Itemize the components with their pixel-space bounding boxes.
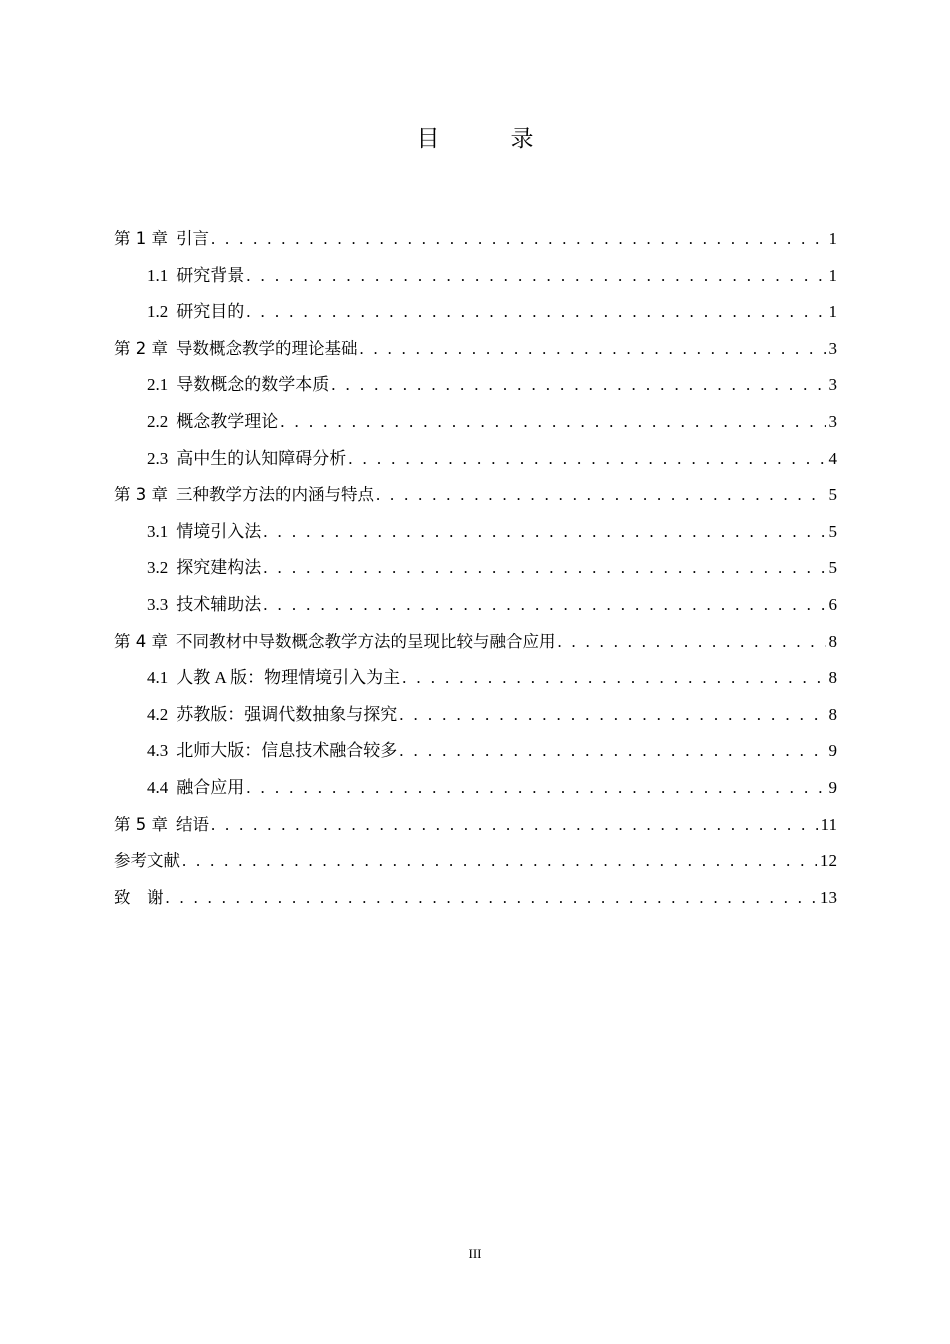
toc-entry[interactable] (114, 514, 837, 551)
toc-entry-text: 探究建构法 (176, 558, 262, 578)
toc-entry-label (147, 404, 278, 441)
toc-entry-number: 3.3 (147, 594, 169, 614)
toc-entry-text: 概念教学理论 (176, 411, 279, 431)
toc-entry-label (114, 843, 180, 880)
toc-entry-text: 北师大版：信息技术融合较多 (176, 741, 398, 761)
toc-entry-page: 8 (828, 704, 837, 724)
toc-entry[interactable] (114, 660, 837, 697)
toc-entry[interactable] (114, 550, 837, 587)
toc-dot-leader (376, 477, 826, 514)
toc-dot-leader (246, 258, 825, 295)
toc-entry-number: 1.2 (147, 302, 169, 322)
toc-dot-leader (399, 733, 825, 770)
toc-dot-leader (399, 697, 825, 734)
toc-entry-text: 研究背景 (176, 265, 245, 285)
toc-dot-leader (558, 624, 826, 661)
toc-entry-text: 研究目的 (176, 302, 245, 322)
toc-entry-number: 第 4 章 (114, 631, 168, 651)
toc-entry[interactable] (114, 258, 837, 295)
toc-entry-page: 8 (828, 668, 837, 688)
toc-entry[interactable] (114, 331, 837, 368)
toc-entry-label (114, 880, 164, 917)
toc-entry-text: 参考文献 (114, 851, 180, 871)
toc-dot-leader (211, 221, 826, 258)
toc-entry-page: 13 (820, 887, 837, 907)
toc-entry-label (114, 477, 374, 514)
toc-entry-page: 5 (828, 485, 837, 505)
toc-dot-leader (263, 550, 825, 587)
toc-entry[interactable] (114, 587, 837, 624)
toc-entry-page: 11 (820, 814, 837, 834)
toc-entry[interactable] (114, 624, 837, 661)
toc-dot-leader (402, 660, 825, 697)
toc-entry[interactable] (114, 697, 837, 734)
toc-entry-label (114, 807, 209, 844)
toc-entry-number: 2.3 (147, 448, 169, 468)
toc-entry-text: 结语 (176, 814, 209, 834)
toc-entry-number: 第 1 章 (114, 229, 168, 248)
toc-dot-leader (166, 880, 818, 917)
toc-entry-page: 1 (828, 229, 837, 248)
toc-dot-leader (246, 294, 825, 331)
toc-entry-page: 4 (828, 448, 837, 468)
toc-entry-text: 引言 (176, 229, 209, 248)
toc-entry[interactable] (114, 843, 837, 880)
toc-entry[interactable] (114, 807, 837, 844)
page-number: III (468, 1246, 482, 1261)
toc-entry-label (147, 258, 244, 295)
toc-entry[interactable] (114, 221, 837, 258)
toc-entry-number: 第 5 章 (114, 814, 168, 834)
toc-dot-leader (360, 331, 826, 368)
toc-entry-label (114, 624, 556, 661)
toc-entry-number: 4.1 (147, 668, 169, 688)
toc-entry-number: 2.1 (147, 375, 169, 395)
toc-entry-label (147, 660, 400, 697)
toc-dot-leader (246, 770, 825, 807)
toc-entry[interactable] (114, 404, 837, 441)
toc-entry-number: 3.2 (147, 558, 169, 578)
toc-entry-label (147, 733, 397, 770)
toc-entry-text: 技术辅助法 (176, 594, 262, 614)
toc-entry-number: 第 2 章 (114, 338, 168, 358)
toc-entry-page: 6 (828, 594, 837, 614)
toc-entry-page: 5 (828, 558, 837, 578)
toc-entry-page: 3 (828, 375, 837, 395)
table-of-contents (114, 221, 837, 916)
toc-entry-label (147, 697, 397, 734)
toc-entry-text: 苏教版：强调代数抽象与探究 (176, 704, 398, 724)
toc-entry-page: 1 (828, 302, 837, 322)
toc-entry-number: 3.1 (147, 521, 169, 541)
toc-entry-label (147, 514, 261, 551)
toc-entry-number: 4.3 (147, 741, 169, 761)
toc-entry-label (147, 441, 346, 478)
toc-entry-page: 5 (828, 521, 837, 541)
toc-entry-text: 导数概念的数学本质 (176, 375, 330, 395)
toc-entry-label (147, 367, 329, 404)
toc-entry-text: 致 谢 (114, 887, 164, 907)
toc-entry-label (147, 587, 261, 624)
toc-entry[interactable] (114, 770, 837, 807)
toc-dot-leader (280, 404, 825, 441)
toc-dot-leader (348, 441, 825, 478)
toc-entry-text: 导数概念教学的理论基础 (176, 338, 358, 358)
toc-dot-leader (263, 587, 825, 624)
toc-entry[interactable] (114, 880, 837, 917)
toc-entry-label (147, 770, 244, 807)
toc-entry-page: 9 (828, 777, 837, 797)
toc-entry[interactable] (114, 294, 837, 331)
toc-entry-label (147, 550, 261, 587)
toc-entry-page: 12 (820, 851, 837, 871)
toc-entry[interactable] (114, 477, 837, 514)
toc-entry-text: 高中生的认知障碍分析 (176, 448, 347, 468)
toc-entry-page: 3 (828, 338, 837, 358)
toc-dot-leader (211, 807, 818, 844)
toc-dot-leader (263, 514, 825, 551)
toc-entry-number: 1.1 (147, 265, 169, 285)
toc-entry[interactable] (114, 367, 837, 404)
toc-title: 目 录 (416, 126, 558, 152)
toc-entry-text: 三种教学方法的内涵与特点 (176, 485, 374, 505)
toc-entry-label (114, 221, 209, 258)
toc-entry-page: 9 (828, 741, 837, 761)
toc-entry-page: 3 (828, 411, 837, 431)
toc-entry-page: 8 (828, 631, 837, 651)
toc-entry-text: 融合应用 (176, 777, 245, 797)
toc-entry-text: 不同教材中导数概念教学方法的呈现比较与融合应用 (176, 631, 556, 651)
toc-entry-page: 1 (828, 265, 837, 285)
toc-entry[interactable] (114, 441, 837, 478)
toc-entry-text: 情境引入法 (176, 521, 262, 541)
toc-entry-number: 2.2 (147, 411, 169, 431)
toc-entry-number: 第 3 章 (114, 485, 168, 505)
toc-entry-number: 4.2 (147, 704, 169, 724)
toc-entry-number: 4.4 (147, 777, 169, 797)
toc-entry-text: 人教 A 版：物理情境引入为主 (176, 668, 401, 688)
toc-entry[interactable] (114, 733, 837, 770)
toc-dot-leader (331, 367, 825, 404)
toc-entry-label (114, 331, 358, 368)
toc-entry-label (147, 294, 244, 331)
toc-dot-leader (182, 843, 817, 880)
